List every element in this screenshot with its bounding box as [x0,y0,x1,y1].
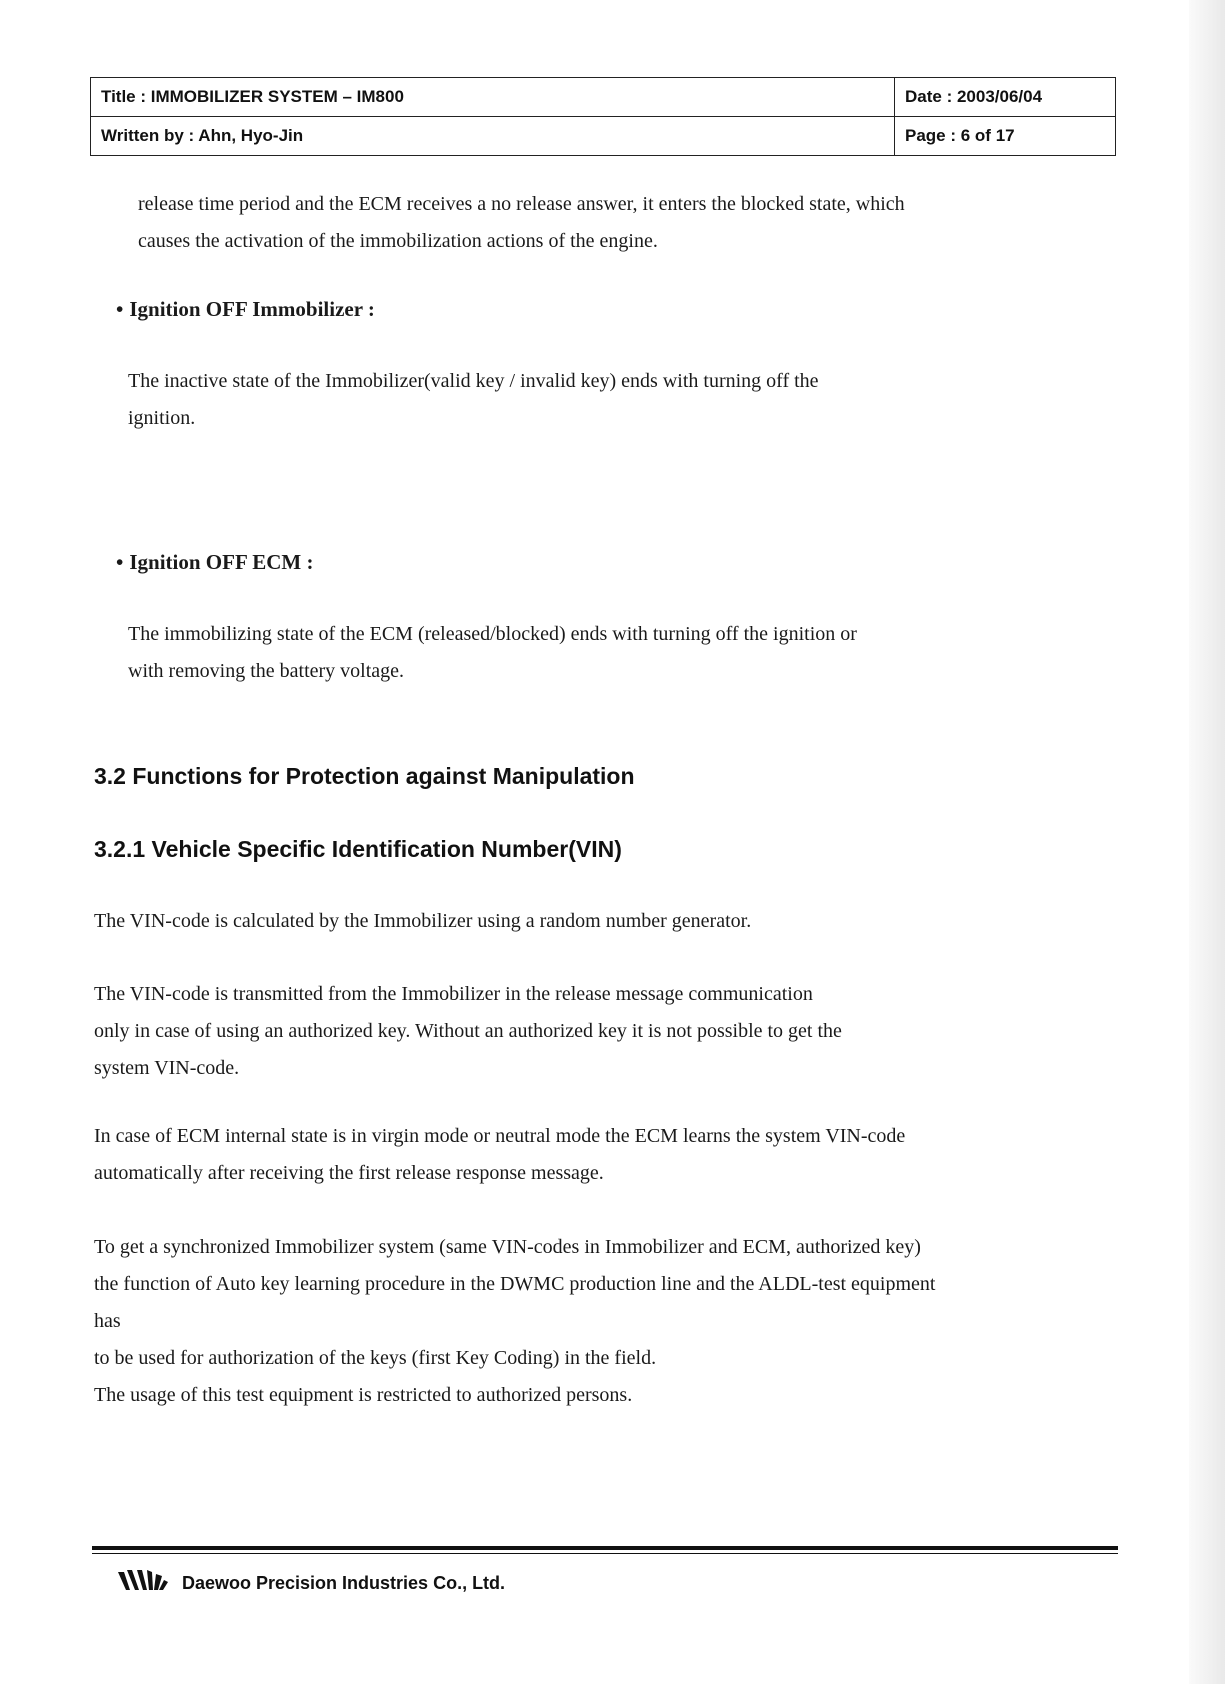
title-label: Title : [101,87,151,106]
vin-paragraph-4 [94,1229,935,1414]
section-3-2-1-heading: 3.2.1 Vehicle Specific Identification Number(VIN) [94,836,622,862]
author-label: Written by : [101,126,198,145]
intro-line: release time period and the ECM receives a no release answer, it enters the blocked state, which [138,193,905,215]
page-label: Page : [905,126,961,145]
daewoo-logo-icon [116,1568,170,1599]
ignition-off-ecm-heading [116,550,314,575]
paragraph-line: The VIN-code is transmitted from the Immobilizer in the release message communication [94,983,813,1005]
paragraph-line: has [94,1310,121,1332]
ignition-off-ecm-paragraph [128,616,857,690]
paragraph-line: The VIN-code is calculated by the Immobilizer using a random number generator. [94,910,752,932]
document-header-table [90,77,1116,156]
page-edge-shadow [1189,0,1225,1684]
bullet-heading-text: Ignition OFF ECM : [129,550,314,574]
author-value: Ahn, Hyo-Jin [198,126,304,145]
paragraph-line: the function of Auto key learning procedure in the DWMC production line and the ALDL-test equipment [94,1273,936,1295]
ignition-off-immobilizer-heading [116,297,375,322]
vin-paragraph-1 [94,903,751,940]
bullet-icon: • [116,297,124,321]
paragraph-line: The usage of this test equipment is restricted to authorized persons. [94,1384,633,1406]
header-page-cell [895,117,1116,156]
paragraph-line: The immobilizing state of the ECM (released/blocked) ends with turning off the ignition or [128,623,857,645]
header-author-cell [91,117,895,156]
paragraph-line: only in case of using an authorized key. Without an authorized key it is not possible to get the [94,1020,842,1042]
vin-paragraph-2 [94,976,842,1087]
paragraph-line: In case of ECM internal state is in virgin mode or neutral mode the ECM learns the system VIN-code [94,1125,906,1147]
footer [116,1568,505,1599]
section-3-2-heading: 3.2 Functions for Protection against Manipulation [94,763,635,789]
paragraph-line: automatically after receiving the first release response message. [94,1162,604,1184]
date-value: 2003/06/04 [956,87,1043,106]
date-label: Date : [905,87,957,106]
header-row-author [91,117,1116,156]
intro-line: causes the activation of the immobilization actions of the engine. [138,230,658,252]
paragraph-line: To get a synchronized Immobilizer system (same VIN-codes in Immobilizer and ECM, authorized key) [94,1236,921,1258]
paragraph-line: to be used for authorization of the keys (first Key Coding) in the field. [94,1347,657,1369]
intro-paragraph [138,186,905,260]
header-row-title [91,78,1116,117]
company-name: Daewoo Precision Industries Co., Ltd. [182,1573,506,1593]
vin-paragraph-3 [94,1118,905,1192]
paragraph-line: with removing the battery voltage. [128,660,405,682]
footer-divider-thin [92,1553,1118,1554]
paragraph-line: ignition. [128,407,196,429]
bullet-icon: • [116,550,124,574]
title-value: IMMOBILIZER SYSTEM – IM800 [150,87,404,106]
header-date-cell [895,78,1116,117]
paragraph-line: The inactive state of the Immobilizer(valid key / invalid key) ends with turning off the [128,370,819,392]
footer-divider [92,1546,1118,1550]
paragraph-line: system VIN-code. [94,1057,240,1079]
page-value: 6 of 17 [960,126,1015,145]
ignition-off-immobilizer-paragraph [128,363,819,437]
header-title-cell [91,78,895,117]
bullet-heading-text: Ignition OFF Immobilizer : [129,297,375,321]
